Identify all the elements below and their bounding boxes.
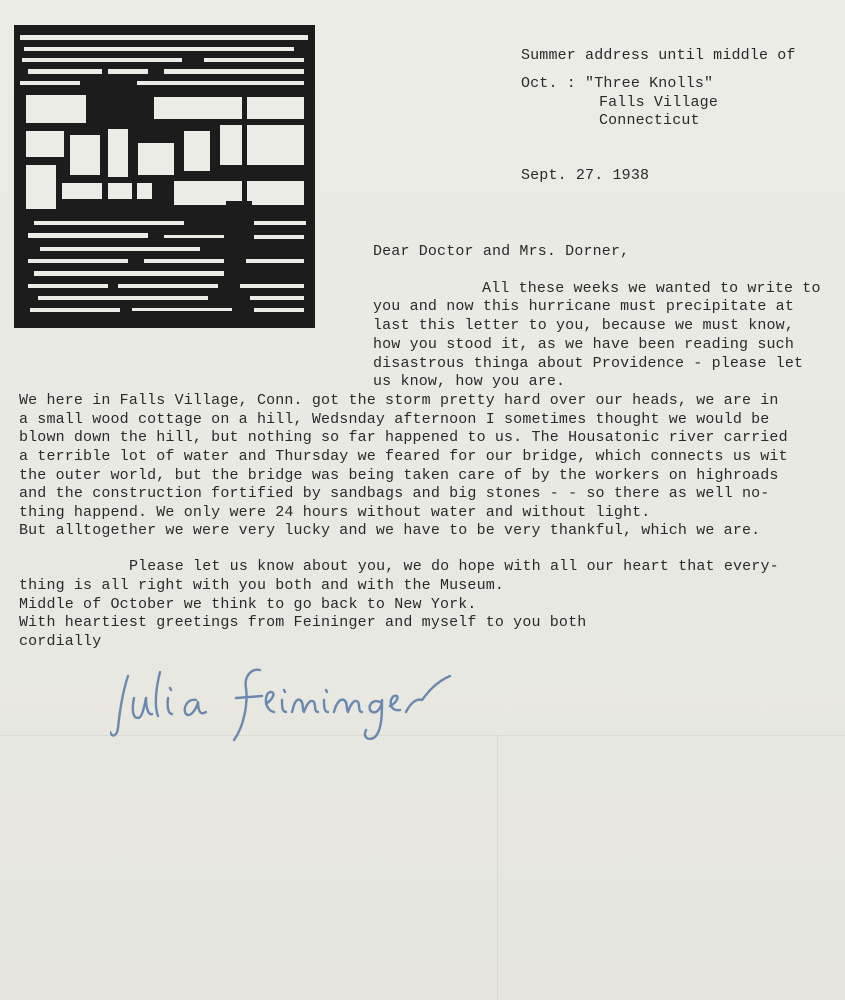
body-line: how you stood it, as we have been reading such [373, 336, 794, 353]
body-line: thing is all right with you both and with the Museum. [19, 577, 505, 594]
address-line-4: Connecticut [599, 112, 700, 129]
body-line: the outer world, but the bridge was being taken care of by the workers on highroads [19, 467, 779, 484]
address-line-3: Falls Village [599, 94, 718, 111]
body-line: With heartiest greetings from Feininger and myself to you both [19, 614, 587, 631]
address-line-1: Summer address until middle of [521, 47, 796, 64]
body-line: a small wood cottage on a hill, Wedsnday afternoon I sometimes thought we would be [19, 411, 770, 428]
body-line: Middle of October we think to go back to New York. [19, 596, 477, 613]
body-line: us know, how you are. [373, 373, 566, 390]
closing-line: cordially [19, 633, 102, 650]
body-line: thing happend. We only were 24 hours without water and without light. [19, 504, 651, 521]
body-line: last this letter to you, because we must know, [373, 317, 794, 334]
salutation: Dear Doctor and Mrs. Dorner, [373, 243, 630, 260]
body-line: But alltogether we were very lucky and we have to be very thankful, which we are. [19, 522, 761, 539]
body-line: All these weeks we wanted to write to [482, 280, 821, 297]
paper-fold-vertical [497, 735, 498, 1000]
body-line: blown down the hill, but nothing so far happened to us. The Housatonic river carried [19, 429, 788, 446]
address-line-2: Oct. : "Three Knolls" [521, 75, 714, 92]
handwritten-signature [110, 648, 530, 748]
body-line: and the construction fortified by sandbags and big stones - - so there as well no- [19, 485, 770, 502]
body-line: a terrible lot of water and Thursday we feared for our bridge, which connects us wit [19, 448, 788, 465]
body-line: We here in Falls Village, Conn. got the storm pretty hard over our heads, we are in [19, 392, 779, 409]
body-line: disastrous thinga about Providence - please let [373, 355, 804, 372]
body-line: Please let us know about you, we do hope with all our heart that every- [129, 558, 779, 575]
woodcut-letterhead-image [14, 25, 315, 328]
letter-date: Sept. 27. 1938 [521, 167, 650, 184]
body-line: you and now this hurricane must precipitate at [373, 298, 794, 315]
